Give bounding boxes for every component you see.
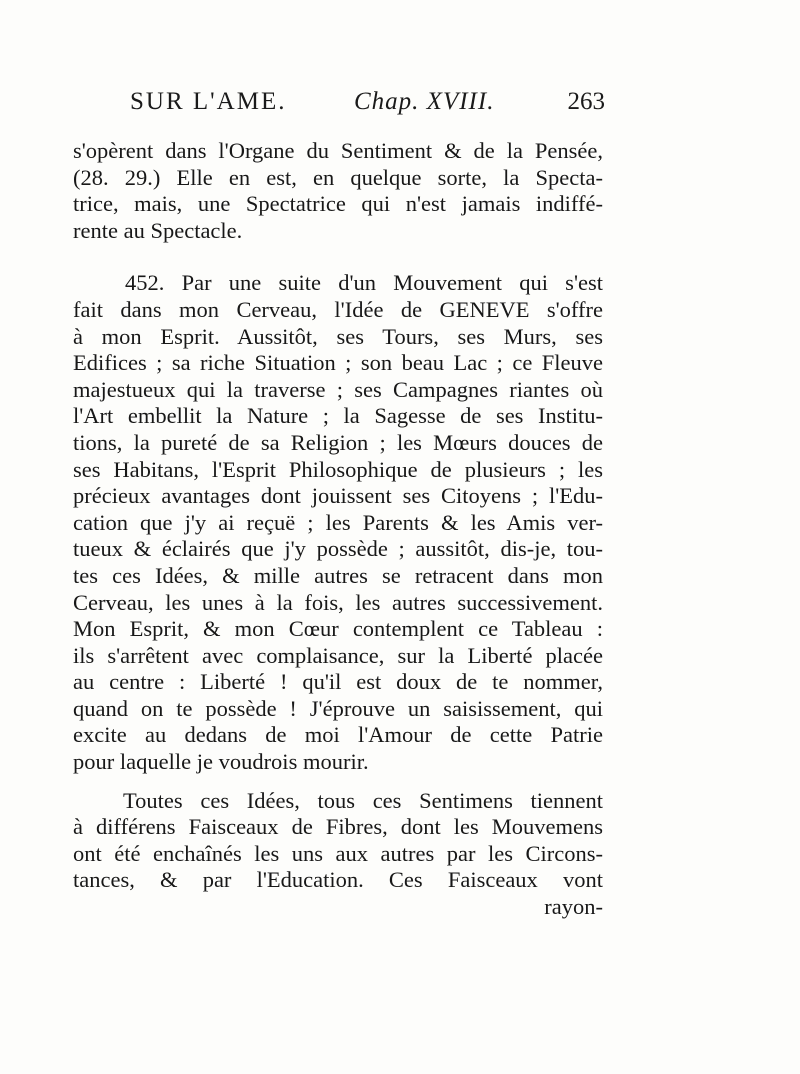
text-line: 452. Par une suite d'un Mouvement qui s'est [125, 270, 603, 296]
catchword: rayon- [544, 894, 603, 920]
running-title: SUR L'AME. [130, 88, 287, 115]
text-line: tions, la pureté de sa Religion ; les Mœurs douces de [73, 429, 603, 455]
text-line: quand on te possède ! J'éprouve un saisissement, qui [73, 695, 603, 721]
text-line: tances, & par l'Education. Ces Faisceaux vont [73, 867, 603, 893]
text-line: majestueux qui la traverse ; ses Campagnes riantes où [73, 376, 603, 402]
text-line: Edifices ; sa riche Situation ; son beau Lac ; ce Fleuve [73, 350, 603, 376]
text-line: précieux avantages dont jouissent ses Citoyens ; l'Edu- [73, 483, 603, 509]
text-line: (28. 29.) Elle en est, en quelque sorte, la Specta- [73, 164, 603, 190]
text-line: Toutes ces Idées, tous ces Sentimens tiennent [123, 787, 603, 813]
text-line: ses Habitans, l'Esprit Philosophique de plusieurs ; les [73, 456, 603, 482]
text-line: s'opèrent dans l'Organe du Sentiment & de la Pensée, [73, 138, 603, 163]
text-line: ils s'arrêtent avec complaisance, sur la Liberté placée [73, 642, 603, 668]
text-line: tes ces Idées, & mille autres se retracent dans mon [73, 562, 603, 588]
text-line: à différens Faisceaux de Fibres, dont les Mouvemens [73, 814, 603, 840]
text-line: ont été enchaînés les uns aux autres par les Circons- [73, 840, 603, 866]
text-line: à mon Esprit. Aussitôt, ses Tours, ses Murs, ses [73, 323, 603, 349]
text-line: au centre : Liberté ! qu'il est doux de te nommer, [73, 669, 603, 695]
paragraph-gap [73, 776, 603, 788]
paragraph-2 [73, 270, 603, 775]
text-line: fait dans mon Cerveau, l'Idée de GENEVE s'offre [73, 296, 603, 322]
text-line: tueux & éclairés que j'y possède ; aussitôt, dis-je, tou- [73, 536, 603, 562]
paragraph-gap [73, 244, 603, 270]
paragraph-3 [73, 788, 603, 921]
body-text [73, 138, 603, 921]
text-line: Mon Esprit, & mon Cœur contemplent ce Tableau : [73, 616, 603, 642]
text-line: rente au Spectacle. [73, 217, 243, 243]
chapter-label: Chap. XVIII. [354, 88, 495, 115]
text-line: cation que j'y ai reçuë ; les Parents & les Amis ver- [73, 509, 603, 535]
page-header [130, 88, 605, 122]
text-line: pour laquelle je voudrois mourir. [73, 749, 369, 775]
text-line: excite au dedans de moi l'Amour de cette Patrie [73, 722, 603, 748]
page-number: 263 [567, 88, 605, 115]
paragraph-1 [73, 138, 603, 244]
text-line: Cerveau, les unes à la fois, les autres successivement. [73, 589, 603, 615]
text-line: l'Art embellit la Nature ; la Sagesse de ses Institu- [73, 403, 603, 429]
text-line: trice, mais, une Spectatrice qui n'est jamais indiffé- [73, 191, 603, 217]
